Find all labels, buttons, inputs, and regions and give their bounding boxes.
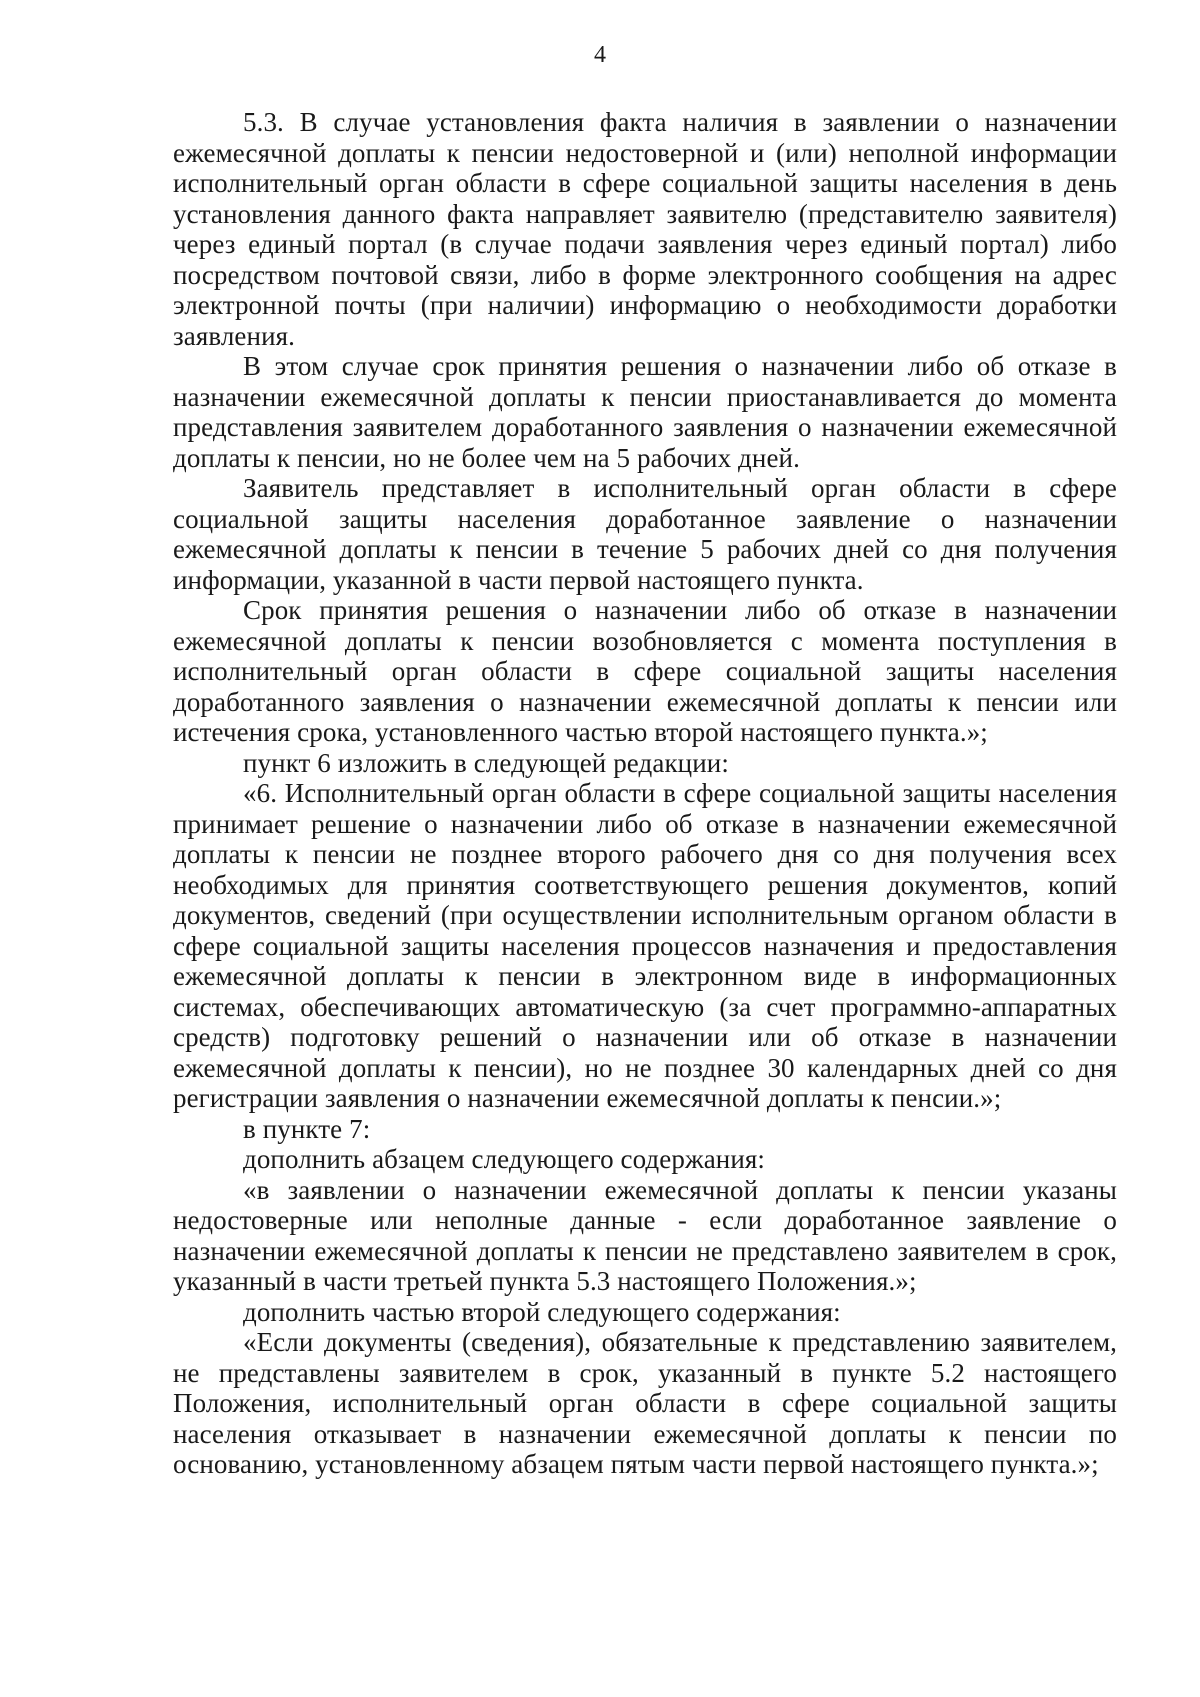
paragraph-5-3: 5.3. В случае установления факта наличия в заявлении о назначении ежемесячной доплаты к пенсии недостоверной и (или) неполной информации исполнительный орган области в сфере социальной защиты населения в день установления данного факта направляет заявителю (представителю заявителя) через единый портал (в случае подачи заявления через единый портал) либо посредством почтовой связи, либо в форме электронного сообщения на адрес электронной почты (при наличии) информацию о необходимости доработки заявления. [173, 107, 1117, 351]
paragraph-add-part-two: дополнить частью второй следующего содержания: [243, 1296, 841, 1327]
paragraph-item-6: «6. Исполнительный орган области в сфере социальной защиты населения принимает решение о назначении либо об отказе в назначении ежемесячной доплаты к пенсии не позднее второго рабочего дня со дня получения всех необходимых для принятия соответствующего решения документов, копий документов, сведений (при осуществлении исполнительным органом области в сфере социальной защиты населения процессов назначения и предоставления ежемесячной доплаты к пенсии в электронном виде в информационных системах, обеспечивающих автоматическую (за счет программно-аппаратных средств) подготовку решений о назначении или об отказе в назначении ежемесячной доплаты к пенсии), но не позднее 30 календарных дней со дня регистрации заявления о назначении ежемесячной доплаты к пенсии.»; [173, 778, 1117, 1113]
paragraph-item-7-intro: в пункте 7: [243, 1113, 371, 1144]
paragraph-add-subparagraph: дополнить абзацем следующего содержания: [243, 1144, 766, 1174]
paragraph-documents-not-submitted: «Если документы (сведения), обязательные к представлению заявителем, не представлены заявителем в срок, указанный в пункте 5.2 настоящего Положения, исполнительный орган области в сфере социальной защиты населения отказывает в назначении ежемесячной доплаты к пенсии по основанию, установленному абзацем пятым части первой настоящего пункта.»; [173, 1327, 1117, 1479]
paragraph-incomplete-data: «в заявлении о назначении ежемесячной доплаты к пенсии указаны недостоверные или неполные данные - если доработанное заявление о назначении ежемесячной доплаты к пенсии не представлено заявителем в срок, указанный в части третьей пункта 5.3 настоящего Положения.»; [173, 1174, 1117, 1296]
paragraph-resumption: Срок принятия решения о назначении либо об отказе в назначении ежемесячной доплаты к пенсии возобновляется с момента поступления в исполнительный орган области в сфере социальной защиты населения доработанного заявления о назначении ежемесячной доплаты к пенсии или истечения срока, установленного частью второй настоящего пункта.»; [173, 595, 1117, 747]
document-body [173, 107, 1117, 1480]
page-number: 4 [594, 42, 606, 68]
paragraph-applicant-submits: Заявитель представляет в исполнительный орган области в сфере социальной защиты населения доработанное заявление о назначении ежемесячной доплаты к пенсии в течение 5 рабочих дней со дня получения информации, указанной в части первой настоящего пункта. [173, 473, 1117, 595]
paragraph-item-6-intro: пункт 6 изложить в следующей редакции: [243, 747, 729, 778]
paragraph-suspension: В этом случае срок принятия решения о назначении либо об отказе в назначении ежемесячной доплаты к пенсии приостанавливается до момента представления заявителем доработанного заявления о назначении ежемесячной доплаты к пенсии, но не более чем на 5 рабочих дней. [173, 351, 1117, 473]
